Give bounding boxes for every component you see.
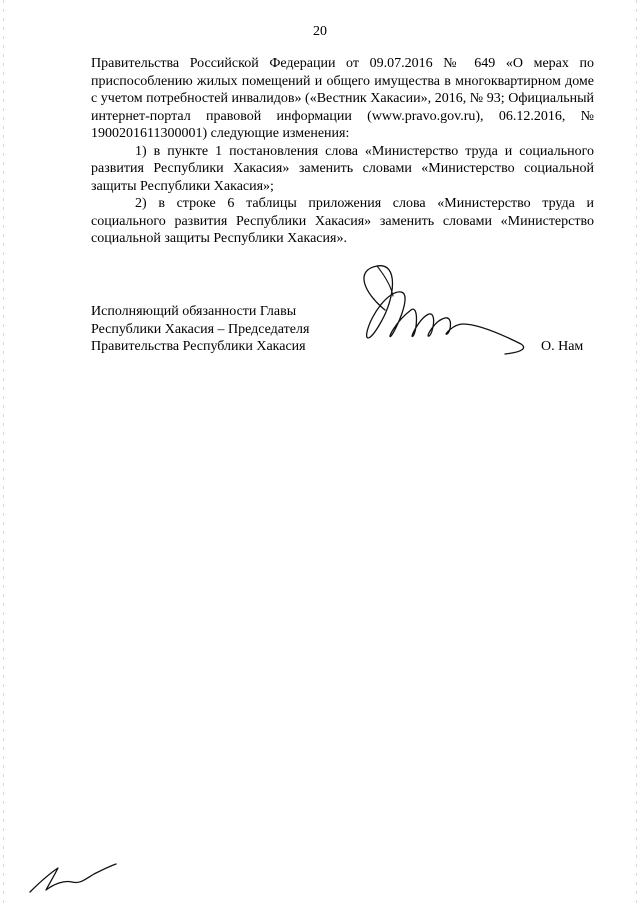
signatory-position-line-2: Республики Хакасия – Председателя [91,321,310,337]
signatory-position-line-1: Исполняющий обязанности Главы [91,304,297,319]
signatory-name: О. Нам [541,339,584,354]
scan-edge-right [636,0,637,905]
paragraph-item-1: 1) в пункте 1 постановления слова «Министерство труда и социального развития Республики Хакасия» заменить словами «Министерство социальной защиты Республики Хакасия»; [91,143,594,194]
paragraph-intro: Правительства Российской Федерации от 09.07.2016 № 649 «О мерах по приспособлению жилых помещений и общего имущества в многоквартирном доме с учетом потребностей инвалидов» («Вестник Хакасии», 2016, № 93; Официальный интернет-портал правовой информации (www.pravo.gov.ru), 06.12.2016, № 1900201611300001) следующие изменения: [91,56,594,141]
document-body [91,55,594,248]
handwritten-signature [355,262,530,357]
handwritten-initials [24,860,119,896]
page-number: 20 [313,24,327,39]
scan-edge-left [3,0,4,905]
paragraph-item-2: 2) в строке 6 таблицы приложения слова «Министерство труда и социального развития Республики Хакасия» заменить словами «Министерство социальной защиты Республики Хакасия». [91,196,594,246]
signatory-position [91,303,309,356]
signatory-position-line-3: Правительства Республики Хакасия [91,339,306,355]
